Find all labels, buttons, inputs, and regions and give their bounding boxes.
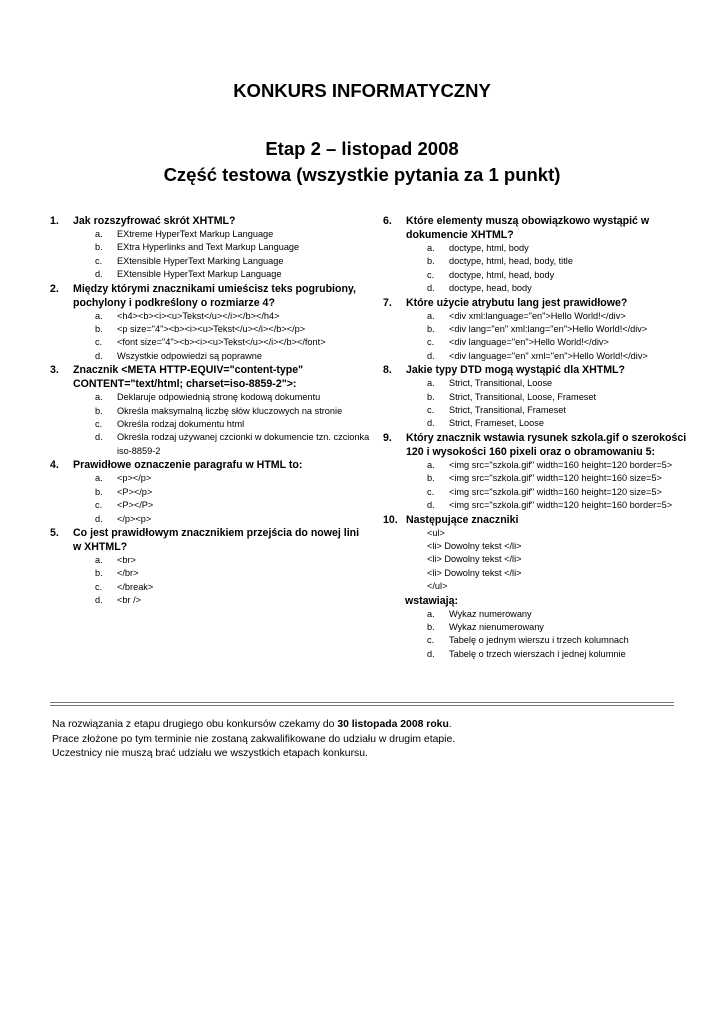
answer-option (383, 459, 705, 472)
option-letter: d. (95, 350, 103, 361)
code-snippet (383, 527, 705, 594)
question (50, 458, 370, 526)
answer-option (383, 499, 705, 512)
option-letter: d. (427, 500, 435, 511)
answer-option (50, 486, 370, 499)
answer-option (383, 377, 705, 390)
question-number: 8. (383, 364, 392, 377)
question-number: 10. (383, 513, 398, 526)
question-number: 9. (383, 431, 392, 444)
answer-option (50, 431, 370, 458)
footer-line-deadline (52, 718, 692, 733)
option-text: Strict, Transitional, Loose (449, 378, 553, 389)
option-text: Wykaz numerowany (449, 608, 532, 619)
answer-option (50, 350, 370, 363)
option-letter: c. (95, 581, 103, 592)
question (50, 526, 370, 608)
divider-line (50, 705, 674, 706)
question (383, 296, 705, 364)
answer-option (383, 486, 705, 499)
option-text: EXtensible HyperText Markup Language (117, 269, 282, 280)
answer-option (50, 499, 370, 512)
option-text: <br /> (117, 595, 142, 606)
question-text: Prawidłowe oznaczenie paragrafu w HTML to: (73, 459, 303, 472)
option-text: <div xml:language="en">Hello World!</div> (449, 310, 626, 321)
answer-options (383, 242, 705, 296)
answer-option (50, 336, 370, 349)
questions-right-column (383, 214, 705, 661)
option-text: </break> (117, 581, 154, 592)
question (50, 363, 370, 458)
question (383, 363, 705, 431)
option-letter: d. (95, 595, 103, 606)
footer-line-participation: Uczestnicy nie muszą brać udziału we wszystkich etapach konkursu. (52, 748, 368, 760)
option-letter: c. (427, 635, 435, 646)
answer-options (383, 377, 705, 431)
answer-option (383, 310, 705, 323)
question (50, 214, 370, 282)
option-text: Określa rodzaj używanej czcionki w dokumencie tzn. czcionka iso-8859-2 (117, 432, 370, 456)
answer-option (50, 310, 370, 323)
answer-option (383, 391, 705, 404)
deadline-date: 30 listopada 2008 roku (337, 719, 449, 730)
option-letter: a. (427, 378, 435, 389)
option-letter: b. (95, 568, 103, 579)
option-letter: b. (427, 391, 435, 402)
option-letter: c. (95, 419, 103, 430)
option-letter: d. (95, 269, 103, 280)
code-line: <li> Dowolny tekst </li> (427, 540, 522, 551)
answer-option (50, 391, 370, 404)
question-number: 7. (383, 296, 392, 309)
option-text: <br> (117, 554, 136, 565)
option-letter: d. (427, 283, 435, 294)
option-text: Określa maksymalną liczbę słów kluczowych na stronie (117, 405, 343, 416)
answer-option (50, 567, 370, 580)
answer-option (50, 268, 370, 281)
option-letter: a. (95, 554, 103, 565)
option-text: <div language="en">Hello World!</div> (449, 337, 609, 348)
answer-options (383, 459, 705, 513)
option-text: Strict, Transitional, Frameset (449, 405, 566, 416)
answer-options (383, 608, 705, 662)
option-letter: a. (95, 473, 103, 484)
answer-option (383, 282, 705, 295)
question (383, 214, 705, 296)
option-text: EXtreme HyperText Markup Language (117, 229, 274, 239)
answer-option (383, 634, 705, 647)
question-number: 6. (383, 215, 392, 227)
question-number: 4. (50, 459, 59, 472)
option-text: Strict, Frameset, Loose (449, 418, 544, 429)
answer-option (383, 255, 705, 268)
answer-option (383, 242, 705, 255)
answer-option (383, 417, 705, 430)
option-text: Wykaz nienumerowany (449, 621, 544, 632)
answer-option (50, 594, 370, 607)
option-letter: d. (427, 350, 435, 361)
option-text: doctype, head, body (449, 283, 532, 294)
question-text: Które użycie atrybutu lang jest prawidłowe? (406, 296, 628, 309)
question (50, 282, 370, 364)
option-letter: b. (427, 324, 435, 335)
answer-option (383, 621, 705, 634)
answer-option (383, 648, 705, 661)
option-letter: a. (427, 459, 435, 470)
answer-option (50, 554, 370, 567)
stage-heading: Etap 2 – listopad 2008 (265, 138, 459, 159)
option-text: Określa rodzaj dokumentu html (117, 419, 245, 430)
question-header (383, 296, 705, 310)
option-text: <P></P> (117, 500, 154, 511)
option-letter: c. (427, 405, 435, 416)
answer-options (50, 310, 370, 364)
page-title: KONKURS INFORMATYCZNY (233, 80, 491, 101)
question-number: 5. (50, 526, 59, 539)
option-text: <img src="szkola.gif" width=120 height=160 size=5> (449, 473, 662, 484)
option-letter: c. (95, 255, 103, 266)
answer-option (50, 241, 370, 254)
option-letter: a. (95, 392, 103, 403)
option-text: <div lang="en" xml:lang="en">Hello World!</div> (449, 324, 648, 335)
question-number: 3. (50, 364, 59, 377)
option-text: doctype, html, body (449, 243, 529, 253)
option-text: doctype, html, head, body (449, 269, 555, 280)
question-text: Jak rozszyfrować skrót XHTML? (73, 215, 236, 227)
question-text: Między którymi znacznikami umieścisz teks pogrubiony, pochylony i podkreślony o rozmiarze 4? (73, 282, 356, 309)
answer-option (50, 405, 370, 418)
question-text: Które elementy muszą obowiązkowo wystąpić w dokumencie XHTML? (406, 215, 650, 241)
option-letter: b. (95, 242, 103, 253)
answer-option (50, 255, 370, 268)
option-letter: a. (427, 243, 435, 253)
question-text: Jakie typy DTD mogą wystąpić dla XHTML? (406, 364, 625, 377)
option-text: <p size="4"><b><i><u>Tekst</u></i></b></p> (117, 324, 306, 335)
question-header (50, 282, 370, 310)
question-header (383, 363, 705, 377)
question-number: 1. (50, 215, 59, 227)
option-text: Strict, Transitional, Loose, Frameset (449, 391, 597, 402)
option-text: doctype, html, head, body, title (449, 256, 573, 267)
section-heading: Część testowa (wszystkie pytania za 1 punkt) (163, 164, 561, 185)
answer-option (383, 350, 705, 363)
question-text: Który znacznik wstawia rysunek szkola.gif o szerokości 120 i wysokości 160 pixeli oraz o obramowaniu 5: (406, 431, 687, 458)
answer-options (50, 472, 370, 526)
option-letter: a. (95, 229, 103, 239)
questions-left-column (50, 214, 370, 608)
option-text: Wszystkie odpowiedzi są poprawne (117, 350, 263, 361)
answer-options (383, 310, 705, 364)
option-text: <h4><b><i><u>Tekst</u></i></b></h4> (117, 310, 280, 321)
option-letter: c. (427, 486, 435, 497)
footer-text: Na rozwiązania z etapu drugiego obu konkursów czekamy do (52, 719, 338, 730)
question-number: 2. (50, 282, 59, 295)
option-text: <p></p> (117, 473, 152, 484)
option-letter: d. (95, 432, 103, 443)
answer-option (383, 323, 705, 336)
answer-option (383, 269, 705, 282)
option-text: <img src="szkola.gif" width=120 height=160 border=5> (449, 500, 673, 511)
answer-options (50, 554, 370, 608)
question-text: Następujące znaczniki (406, 513, 519, 526)
answer-option (383, 336, 705, 349)
answer-option (50, 323, 370, 336)
option-text: Tabelę o jednym wierszu i trzech kolumnach (449, 635, 629, 646)
answer-options (50, 391, 370, 458)
option-letter: c. (427, 269, 435, 280)
option-letter: d. (95, 513, 103, 524)
question-header (50, 214, 370, 228)
answer-option (50, 581, 370, 594)
answer-option (50, 513, 370, 526)
option-letter: b. (95, 486, 103, 497)
option-text: </p><p> (117, 513, 152, 524)
option-letter: b. (427, 473, 435, 484)
option-letter: d. (427, 648, 435, 659)
question-header (383, 214, 705, 242)
answer-option (383, 472, 705, 485)
option-text: <div language="en" xml="en">Hello World!</div> (449, 350, 648, 361)
code-line: <li> Dowolny tekst </li> (427, 567, 522, 578)
question-header (50, 526, 370, 554)
option-text: </br> (117, 568, 139, 579)
option-letter: b. (427, 256, 435, 267)
footer-text: . (448, 719, 452, 730)
option-text: <img src="szkola.gif" width=160 height=120 border=5> (449, 459, 673, 470)
answer-option (50, 418, 370, 431)
question-text: Znacznik <META HTTP-EQUIV="content-type" CONTENT="text/html; charset=iso-8859-2">: (73, 364, 304, 391)
answer-option (50, 472, 370, 485)
answer-option (383, 608, 705, 621)
option-letter: c. (95, 337, 103, 348)
code-line: </ul> (427, 581, 448, 592)
option-letter: c. (95, 500, 103, 511)
option-text: Tabelę o trzech wierszach i jednej kolumnie (449, 648, 626, 659)
option-letter: b. (95, 405, 103, 416)
option-letter: b. (95, 324, 103, 335)
question-text: Co jest prawidłowym znacznikiem przejścia do nowej lini w XHTML? (73, 526, 360, 553)
option-letter: c. (427, 337, 435, 348)
code-line: <li> Dowolny tekst </li> (427, 554, 522, 565)
footer-line-late: Prace złożone po tym terminie nie zostaną zakwalifikowane do udziału w drugim etapie. (52, 733, 456, 745)
option-letter: d. (427, 418, 435, 429)
question-header (50, 363, 370, 391)
option-text: <font size="4"><b><i><u>Tekst</u></i></b></font> (117, 337, 326, 348)
option-letter: a. (95, 310, 103, 321)
question-subhead: wstawiają: (405, 594, 458, 607)
option-letter: a. (427, 310, 435, 321)
question-header (383, 513, 705, 527)
code-line: <ul> (427, 527, 445, 538)
question-header (50, 458, 370, 472)
option-letter: b. (427, 621, 435, 632)
question (383, 431, 705, 513)
question-header (383, 431, 705, 459)
option-text: EXtensible HyperText Marking Language (117, 255, 284, 266)
answer-option (50, 228, 370, 241)
option-text: <P></p> (117, 486, 153, 497)
answer-option (383, 404, 705, 417)
option-letter: a. (427, 608, 435, 619)
answer-options (50, 228, 370, 282)
footer-notice (52, 718, 692, 762)
option-text: EXtra Hyperlinks and Text Markup Language (117, 242, 300, 253)
question (383, 513, 705, 662)
divider-line (50, 702, 674, 703)
option-text: <img src="szkola.gif" width=160 height=120 size=5> (449, 486, 662, 497)
option-text: Deklaruje odpowiednią stronę kodową dokumentu (117, 392, 321, 403)
